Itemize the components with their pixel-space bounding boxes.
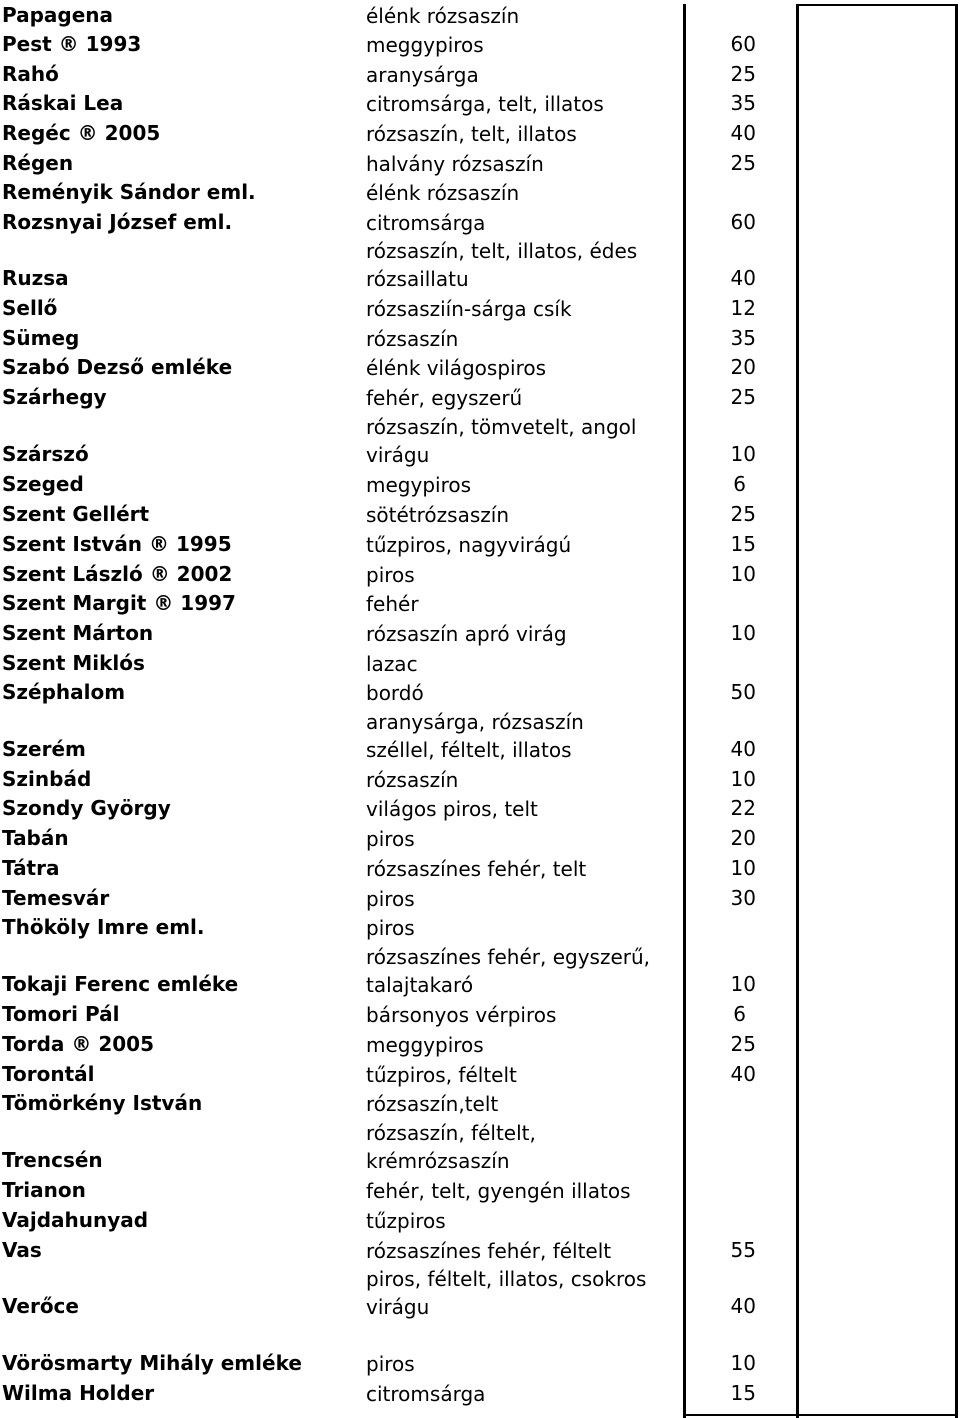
variety-description — [366, 1380, 682, 1408]
description-line: élénk rózsaszín — [366, 4, 520, 28]
variety-name: Verőce — [2, 1294, 79, 1318]
variety-name: Szinbád — [2, 767, 92, 791]
variety-name: Szent István ® 1995 — [2, 532, 232, 556]
variety-name: Széphalom — [2, 680, 126, 704]
table-border-top — [796, 4, 958, 6]
variety-description — [366, 90, 682, 118]
variety-description — [366, 471, 682, 499]
description-line: meggypiros — [366, 1033, 484, 1057]
variety-quantity: 20 — [730, 826, 756, 850]
description-line: halvány rózsaszín — [366, 152, 544, 176]
variety-quantity: 25 — [730, 385, 756, 409]
variety-quantity: 40 — [730, 266, 756, 290]
variety-description — [366, 679, 682, 707]
table-row — [0, 178, 960, 207]
description-line: tűzpiros, féltelt — [366, 1063, 517, 1087]
variety-description — [366, 825, 682, 853]
variety-name: Wilma Holder — [2, 1381, 155, 1405]
table-row — [0, 1030, 960, 1059]
description-line: lazac — [366, 652, 418, 676]
description-line: fehér, egyszerű — [366, 386, 523, 410]
table-row — [0, 884, 960, 913]
variety-description — [366, 61, 682, 89]
variety-name: Tabán — [2, 826, 69, 850]
variety-description — [366, 943, 682, 999]
description-line: citromsárga — [366, 1382, 486, 1406]
variety-description — [366, 1207, 682, 1235]
table-row — [0, 89, 960, 118]
variety-quantity: 60 — [730, 32, 756, 56]
description-line: fehér, telt, gyengén illatos — [366, 1179, 631, 1203]
variety-name: Temesvár — [2, 886, 110, 910]
variety-description — [366, 295, 682, 323]
table-row — [0, 1060, 960, 1089]
description-line: élénk világospiros — [366, 356, 547, 380]
variety-description — [366, 413, 682, 469]
description-line: piros — [366, 563, 415, 587]
variety-quantity: 12 — [730, 296, 756, 320]
description-line: sötétrózsaszín — [366, 503, 509, 527]
table-row — [0, 1119, 960, 1175]
variety-name: Szeged — [2, 472, 84, 496]
description-line: bordó — [366, 681, 424, 705]
description-line: rózsaszín — [366, 327, 459, 351]
variety-description — [366, 31, 682, 59]
variety-quantity: 15 — [730, 532, 756, 556]
table-row — [0, 208, 960, 237]
variety-description — [366, 179, 682, 207]
table-row — [0, 119, 960, 148]
variety-name: Szárhegy — [2, 385, 107, 409]
variety-quantity: 55 — [730, 1238, 756, 1262]
description-line: rózsaszín apró virág — [366, 622, 567, 646]
variety-name: Régen — [2, 151, 74, 175]
table-row — [0, 913, 960, 942]
variety-description — [366, 1061, 682, 1089]
variety-name: Vajdahunyad — [2, 1208, 149, 1232]
variety-name: Rozsnyai József eml. — [2, 210, 233, 234]
variety-quantity: 10 — [730, 442, 756, 466]
variety-description — [366, 1119, 682, 1175]
variety-quantity: 40 — [730, 737, 756, 761]
variety-quantity: 10 — [730, 856, 756, 880]
description-line: piros, féltelt, illatos, csokros — [366, 1267, 647, 1291]
description-line: piros — [366, 1352, 415, 1376]
variety-name: Pest ® 1993 — [2, 32, 142, 56]
variety-name: Trianon — [2, 1178, 86, 1202]
variety-description — [366, 914, 682, 942]
variety-quantity: 25 — [730, 1032, 756, 1056]
description-line: rózsaszín, féltelt, — [366, 1121, 536, 1145]
table-row — [0, 824, 960, 853]
variety-quantity: 22 — [730, 796, 756, 820]
description-line: megypiros — [366, 473, 472, 497]
variety-quantity: 10 — [730, 562, 756, 586]
variety-description — [366, 1350, 682, 1378]
variety-name: Trencsén — [2, 1148, 103, 1172]
table-row — [0, 589, 960, 618]
variety-description — [366, 1090, 682, 1118]
variety-description — [366, 384, 682, 412]
description-line: rózsaszín, tömvetelt, angol — [366, 415, 637, 439]
variety-description — [366, 1265, 682, 1321]
variety-description — [366, 855, 682, 883]
description-line: rózsaszínes fehér, telt — [366, 857, 587, 881]
variety-quantity: 40 — [730, 1062, 756, 1086]
table-row — [0, 1236, 960, 1265]
variety-name: Sümeg — [2, 326, 80, 350]
variety-name: Papagena — [2, 3, 114, 27]
table-row — [0, 765, 960, 794]
table-row — [0, 1349, 960, 1378]
variety-name: Szondy György — [2, 796, 171, 820]
variety-description — [366, 325, 682, 353]
table-row — [0, 560, 960, 589]
variety-name: Tömörkény István — [2, 1091, 203, 1115]
variety-quantity: 25 — [730, 502, 756, 526]
description-line: tűzpiros — [366, 1209, 446, 1233]
description-line: aranysárga, rózsaszín — [366, 710, 584, 734]
variety-description — [366, 1237, 682, 1265]
variety-quantity: 30 — [730, 886, 756, 910]
variety-name: Tokaji Ferenc emléke — [2, 972, 239, 996]
description-line: fehér — [366, 592, 419, 616]
variety-quantity: 6 — [733, 1002, 746, 1026]
variety-name: Rahó — [2, 62, 59, 86]
variety-description — [366, 590, 682, 618]
description-line: világos piros, telt — [366, 797, 538, 821]
description-line: rózsaszínes fehér, egyszerű, — [366, 945, 651, 969]
description-line: virágu — [366, 443, 430, 467]
variety-description — [366, 120, 682, 148]
variety-quantity: 10 — [730, 767, 756, 791]
variety-description — [366, 650, 682, 678]
variety-name: Ruzsa — [2, 266, 69, 290]
variety-description — [366, 885, 682, 913]
table-row — [0, 854, 960, 883]
variety-description — [366, 708, 682, 764]
variety-description — [366, 501, 682, 529]
variety-name: Szárszó — [2, 442, 89, 466]
description-line: piros — [366, 916, 415, 940]
variety-quantity: 6 — [733, 472, 746, 496]
variety-description — [366, 209, 682, 237]
table-row — [0, 294, 960, 323]
description-line: rózsaszín, telt, illatos, édes — [366, 239, 638, 263]
variety-quantity: 25 — [730, 151, 756, 175]
description-line: citromsárga, telt, illatos — [366, 92, 604, 116]
description-line: élénk rózsaszín — [366, 181, 520, 205]
table-row — [0, 237, 960, 293]
description-line: virágu — [366, 1295, 430, 1319]
description-line: tűzpiros, nagyvirágú — [366, 533, 572, 557]
description-line: bársonyos vérpiros — [366, 1003, 557, 1027]
description-line: rózsaszín, telt, illatos — [366, 122, 577, 146]
table-row — [0, 1265, 960, 1321]
variety-quantity: 60 — [730, 210, 756, 234]
variety-name: Szent Miklós — [2, 651, 145, 675]
description-line: rózsaszín — [366, 768, 459, 792]
table-row — [0, 708, 960, 764]
table-row — [0, 500, 960, 529]
description-line: talajtakaró — [366, 973, 474, 997]
table-row — [0, 678, 960, 707]
table-row — [0, 60, 960, 89]
variety-description — [366, 766, 682, 794]
variety-quantity: 40 — [730, 1294, 756, 1318]
variety-quantity: 10 — [730, 972, 756, 996]
variety-name: Tomori Pál — [2, 1002, 120, 1026]
variety-description — [366, 795, 682, 823]
description-line: aranysárga — [366, 63, 479, 87]
description-line: citromsárga — [366, 211, 486, 235]
variety-name: Sellő — [2, 296, 58, 320]
variety-description — [366, 561, 682, 589]
variety-quantity: 35 — [730, 91, 756, 115]
table-row — [0, 1000, 960, 1029]
variety-name: Szabó Dezső emléke — [2, 355, 233, 379]
table-border-right — [955, 4, 958, 1418]
table-row — [0, 943, 960, 999]
table-row — [0, 794, 960, 823]
variety-name: Reményik Sándor eml. — [2, 180, 256, 204]
variety-quantity: 25 — [730, 62, 756, 86]
variety-quantity: 50 — [730, 680, 756, 704]
table-row — [0, 413, 960, 469]
table-border-middle — [796, 4, 799, 1418]
variety-quantity: 20 — [730, 355, 756, 379]
table-row — [0, 353, 960, 382]
table-row — [0, 1089, 960, 1118]
table-row — [0, 530, 960, 559]
table-row — [0, 1379, 960, 1408]
table-row — [0, 1176, 960, 1205]
variety-name: Tátra — [2, 856, 60, 880]
variety-name: Szent Márton — [2, 621, 154, 645]
variety-description — [366, 354, 682, 382]
variety-name: Torda ® 2005 — [2, 1032, 154, 1056]
variety-quantity: 15 — [730, 1381, 756, 1405]
description-line: rózsaillatu — [366, 267, 469, 291]
description-line: piros — [366, 827, 415, 851]
variety-description — [366, 237, 682, 293]
variety-description — [366, 1001, 682, 1029]
variety-name: Szent Margit ® 1997 — [2, 591, 236, 615]
table-row — [0, 324, 960, 353]
description-line: rózsasziín-sárga csík — [366, 297, 572, 321]
variety-quantity: 10 — [730, 1351, 756, 1375]
table-row — [0, 649, 960, 678]
description-line: meggypiros — [366, 33, 484, 57]
variety-description — [366, 620, 682, 648]
variety-name: Regéc ® 2005 — [2, 121, 161, 145]
variety-quantity: 10 — [730, 621, 756, 645]
table-row — [0, 619, 960, 648]
variety-name: Vas — [2, 1238, 42, 1262]
description-line: széllel, féltelt, illatos — [366, 738, 572, 762]
variety-quantity: 35 — [730, 326, 756, 350]
variety-description — [366, 1177, 682, 1205]
table-row — [0, 149, 960, 178]
variety-name: Szerém — [2, 737, 86, 761]
variety-name: Ráskai Lea — [2, 91, 124, 115]
variety-name: Szent Gellért — [2, 502, 150, 526]
variety-quantity: 40 — [730, 121, 756, 145]
variety-name: Vörösmarty Mihály emléke — [2, 1351, 302, 1375]
variety-description — [366, 1031, 682, 1059]
table-border-left — [683, 4, 686, 1418]
table-row — [0, 30, 960, 59]
variety-description — [366, 2, 682, 30]
variety-name: Thököly Imre eml. — [2, 915, 205, 939]
description-line: rózsaszínes fehér, féltelt — [366, 1239, 612, 1263]
table-row — [0, 470, 960, 499]
variety-name: Torontál — [2, 1062, 95, 1086]
variety-description — [366, 531, 682, 559]
description-line: piros — [366, 887, 415, 911]
variety-name: Szent László ® 2002 — [2, 562, 233, 586]
table-row — [0, 383, 960, 412]
table-row — [0, 1206, 960, 1235]
description-line: krémrózsaszín — [366, 1149, 510, 1173]
variety-description — [366, 150, 682, 178]
description-line: rózsaszín,telt — [366, 1092, 499, 1116]
table-border-bottom — [683, 1414, 958, 1416]
